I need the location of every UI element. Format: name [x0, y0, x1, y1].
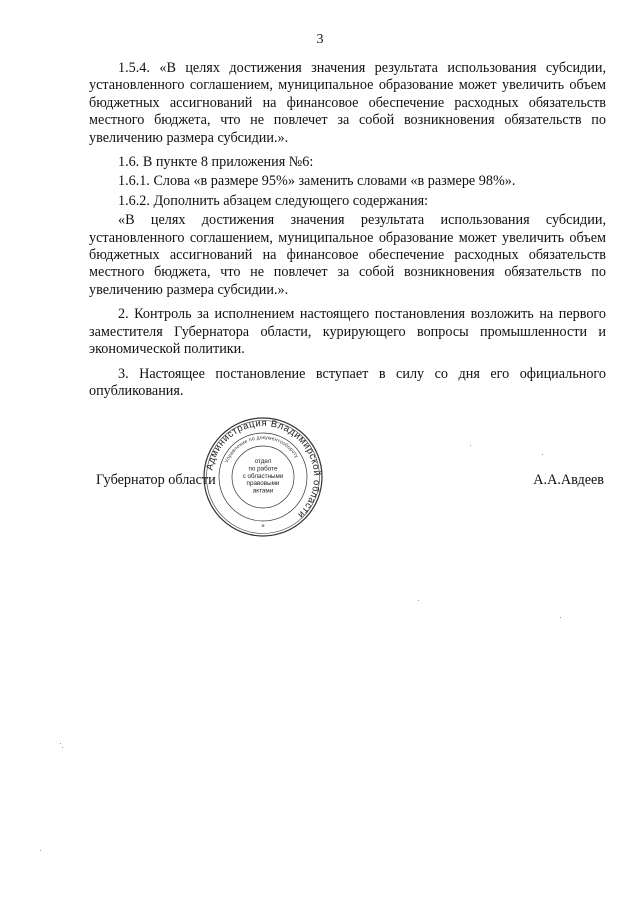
stamp-center-line: актами — [252, 487, 274, 495]
paragraph-1-6-1: 1.6.1. Слова «в размере 95%» заменить словами «в размере 98%». — [118, 173, 516, 190]
stamp-outer-text: Администрация Владимирской области — [204, 417, 323, 521]
paragraph-1-5-4: 1.5.4. «В целях достижения значения результата использования субсидии, установленного соглашением, муниципальное образование может увеличить объем бюджетных ассигнований на финансовое обеспечение расходных обязательств местного бюджета, что не повлечет за собой возникновения обязательств по увеличению размера субсидии.». — [89, 60, 606, 146]
official-stamp — [201, 415, 325, 539]
stamp-center-line: по работе — [248, 465, 278, 473]
stamp-center-text — [243, 458, 284, 495]
stamp-center-line: отдел — [254, 458, 272, 465]
paragraph-3: 3. Настоящее постановление вступает в силу со дня его официального опубликования. — [89, 365, 606, 399]
stamp-center-line: правовыми — [246, 480, 280, 488]
page-number: 3 — [316, 32, 324, 47]
document-body — [89, 60, 606, 407]
paragraph-quote: «В целях достижения значения результата использования субсидии, установленного соглашением, муниципальное образование может увеличить объем бюджетных ассигнований на финансовое обеспечение расходных обязательств местного бюджета, что не повлечет за собой возникновения обязательств по увеличению размера субсидии.». — [89, 212, 606, 298]
paragraph-2: 2. Контроль за исполнением настоящего постановления возложить на первого заместителя Губернатора области, курирующего вопросы промышленности и экономической политики. — [89, 306, 606, 358]
paragraph-1-6-2: 1.6.2. Дополнить абзацем следующего содержания: — [118, 192, 429, 209]
paragraph-1-6: 1.6. В пункте 8 приложения №6: — [118, 154, 314, 171]
signer-name: А.А.Авдеев — [533, 472, 604, 488]
stamp-inner-ring-text: Управление по документообороту — [223, 434, 300, 464]
stamp-star-icon: * — [261, 523, 265, 531]
stamp-center-line: с областными — [242, 472, 284, 480]
signer-title: Губернатор области — [96, 472, 216, 488]
